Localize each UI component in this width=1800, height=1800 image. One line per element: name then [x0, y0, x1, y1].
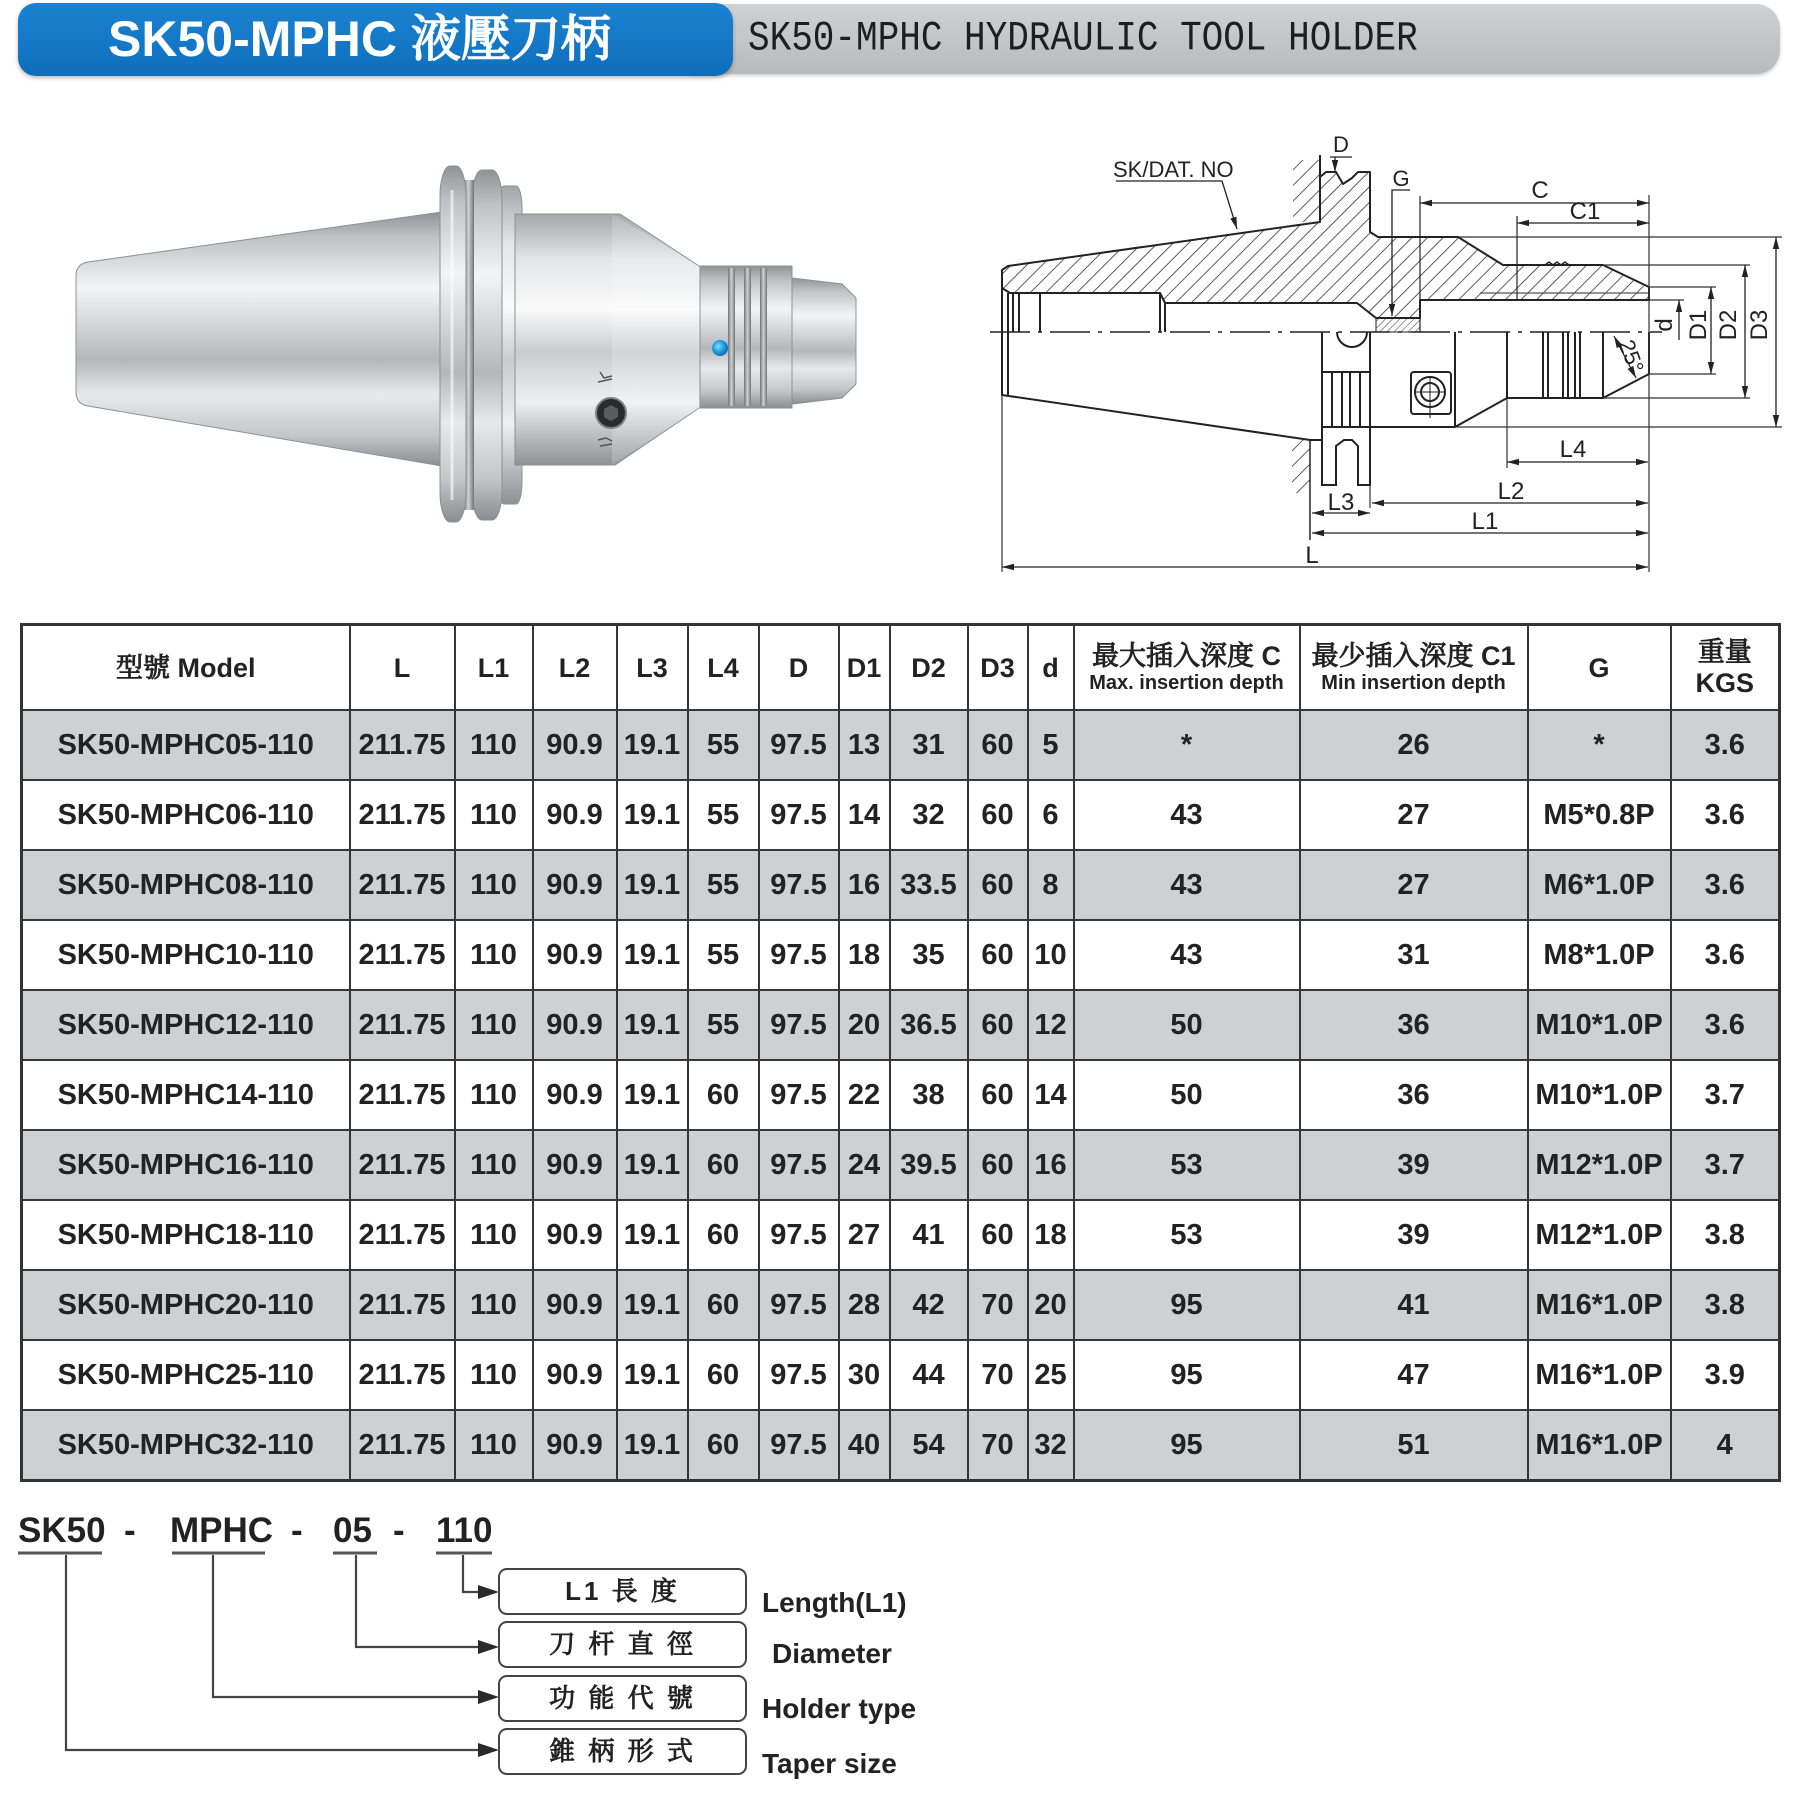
code-part-type: MPHC	[170, 1511, 274, 1550]
code-separator: -	[393, 1511, 405, 1550]
cell-weight: 3.6	[1671, 710, 1780, 780]
cell-g: M16*1.0P	[1528, 1410, 1671, 1481]
cell-d2: 31	[890, 710, 968, 780]
label-sk-dat-no: SK/DAT. NO	[1113, 157, 1234, 182]
cell-g: M12*1.0P	[1528, 1200, 1671, 1270]
col-header-weight	[1671, 625, 1780, 711]
cell-d: 32	[1028, 1410, 1074, 1481]
cell-weight: 3.6	[1671, 920, 1780, 990]
connector-diameter	[356, 1555, 484, 1647]
taper-shank	[76, 212, 442, 466]
cell-l4: 60	[688, 1270, 759, 1340]
header-label: D2	[911, 652, 946, 683]
cell-weight: 3.9	[1671, 1340, 1780, 1410]
cell-l4: 55	[688, 780, 759, 850]
cell-d: 5	[1028, 710, 1074, 780]
cell-c: 95	[1074, 1270, 1300, 1340]
cell-l1: 110	[455, 1410, 533, 1481]
cell-l3: 19.1	[617, 850, 688, 920]
cell-c: 43	[1074, 850, 1300, 920]
cell-d3: 60	[968, 1130, 1028, 1200]
table-row	[22, 1060, 1780, 1130]
code-separator: -	[124, 1511, 136, 1550]
col-header-l	[350, 625, 455, 711]
cell-l2: 90.9	[533, 850, 617, 920]
legend-label-diameter: Diameter	[772, 1638, 892, 1669]
label-l3: L3	[1327, 489, 1355, 516]
header-label: L2	[558, 652, 591, 683]
cell-d: 8	[1028, 850, 1074, 920]
col-header-d1	[839, 625, 890, 711]
cell-l4: 60	[688, 1410, 759, 1481]
code-part-taper: SK50	[18, 1511, 106, 1550]
table-row	[22, 1200, 1780, 1270]
arrow-head-icons	[478, 1585, 499, 1757]
cell-l2: 90.9	[533, 990, 617, 1060]
cell-d-outer: 97.5	[759, 780, 839, 850]
cell-g: M16*1.0P	[1528, 1340, 1671, 1410]
cell-d1: 20	[839, 990, 890, 1060]
cell-g: M10*1.0P	[1528, 1060, 1671, 1130]
cell-g: M5*0.8P	[1528, 780, 1671, 850]
page-title: SK50-MPHC 液壓刀柄	[108, 11, 611, 67]
cell-l4: 55	[688, 850, 759, 920]
cell-l1: 110	[455, 1130, 533, 1200]
taper-outline-lower	[1002, 288, 1322, 440]
connector-taper	[66, 1555, 484, 1750]
cell-l1: 110	[455, 850, 533, 920]
stop-screw-section	[1376, 318, 1420, 332]
cell-d3: 60	[968, 920, 1028, 990]
cell-d1: 22	[839, 1060, 890, 1130]
cell-g: M12*1.0P	[1528, 1130, 1671, 1200]
cell-weight: 3.8	[1671, 1200, 1780, 1270]
cell-d: 20	[1028, 1270, 1074, 1340]
cell-weight: 3.7	[1671, 1130, 1780, 1200]
cell-d1: 18	[839, 920, 890, 990]
cell-d: 14	[1028, 1060, 1074, 1130]
legend-label-length: Length(L1)	[762, 1587, 907, 1618]
cell-l4: 55	[688, 710, 759, 780]
header-label: L	[393, 652, 411, 683]
cell-model: SK50-MPHC10-110	[22, 920, 350, 990]
cell-d1: 28	[839, 1270, 890, 1340]
section-upper-half	[1002, 172, 1649, 318]
cell-l1: 110	[455, 710, 533, 780]
cell-c: 95	[1074, 1340, 1300, 1410]
cell-weight: 4	[1671, 1410, 1780, 1481]
cell-l3: 19.1	[617, 780, 688, 850]
cell-l: 211.75	[350, 1130, 455, 1200]
cell-l3: 19.1	[617, 1340, 688, 1410]
cell-model: SK50-MPHC06-110	[22, 780, 350, 850]
cell-weight: 3.8	[1671, 1270, 1780, 1340]
cell-l4: 60	[688, 1200, 759, 1270]
header-sublabel: Min insertion depth	[1321, 671, 1506, 694]
cell-l3: 19.1	[617, 990, 688, 1060]
cell-d3: 70	[968, 1340, 1028, 1410]
cell-l1: 110	[455, 1270, 533, 1340]
cell-d3: 60	[968, 1060, 1028, 1130]
cell-g: M6*1.0P	[1528, 850, 1671, 920]
cell-g: *	[1528, 710, 1671, 780]
technical-drawing	[990, 120, 1800, 590]
col-header-d2	[890, 625, 968, 711]
cell-d3: 60	[968, 780, 1028, 850]
col-header-l1	[455, 625, 533, 711]
cell-d2: 32	[890, 780, 968, 850]
cell-l1: 110	[455, 1200, 533, 1270]
cell-model: SK50-MPHC12-110	[22, 990, 350, 1060]
cell-c: 53	[1074, 1200, 1300, 1270]
cell-d-outer: 97.5	[759, 850, 839, 920]
legend-box-taper-size: 錐 柄 形 式	[498, 1728, 747, 1775]
cell-d1: 40	[839, 1410, 890, 1481]
label-l1: L1	[1471, 508, 1499, 535]
cell-c: *	[1074, 710, 1300, 780]
spindle-face-hatch	[1293, 160, 1320, 222]
cell-model: SK50-MPHC18-110	[22, 1200, 350, 1270]
label-d: d	[1651, 318, 1678, 332]
cell-l2: 90.9	[533, 710, 617, 780]
connector-type	[213, 1555, 484, 1697]
cell-weight: 3.6	[1671, 850, 1780, 920]
cell-c: 43	[1074, 780, 1300, 850]
cell-l1: 110	[455, 1060, 533, 1130]
label-d-flange: D	[1333, 132, 1349, 157]
legend-box-holder-type: 功 能 代 號	[498, 1675, 747, 1722]
cell-l4: 55	[688, 920, 759, 990]
header-label: L3	[636, 652, 668, 683]
cell-d-outer: 97.5	[759, 1060, 839, 1130]
cell-l1: 110	[455, 1340, 533, 1410]
cell-d1: 16	[839, 850, 890, 920]
cell-d: 12	[1028, 990, 1074, 1060]
cell-model: SK50-MPHC20-110	[22, 1270, 350, 1340]
cell-l1: 110	[455, 780, 533, 850]
cell-l2: 90.9	[533, 1200, 617, 1270]
cell-d2: 33.5	[890, 850, 968, 920]
label-c: C	[1531, 177, 1549, 204]
leader-sk-dat	[1116, 181, 1237, 229]
cell-d1: 13	[839, 710, 890, 780]
cell-weight: 3.7	[1671, 1060, 1780, 1130]
cell-l: 211.75	[350, 1200, 455, 1270]
page-subtitle: SK50-MPHC HYDRAULIC TOOL HOLDER	[748, 14, 1418, 63]
col-header-d	[1028, 625, 1074, 711]
table-row	[22, 920, 1780, 990]
col-header-l3	[617, 625, 688, 711]
label-g: G	[1392, 166, 1410, 191]
legend-connectors	[0, 1545, 520, 1785]
cell-l3: 19.1	[617, 1130, 688, 1200]
collar-groove	[744, 268, 751, 406]
cell-d3: 70	[968, 1270, 1028, 1340]
cell-c1: 39	[1300, 1200, 1528, 1270]
product-photo	[0, 140, 900, 540]
flange	[440, 166, 522, 522]
cell-c: 50	[1074, 990, 1300, 1060]
cell-c1: 27	[1300, 780, 1528, 850]
cell-d: 25	[1028, 1340, 1074, 1410]
table-row	[22, 1130, 1780, 1200]
cell-model: SK50-MPHC14-110	[22, 1060, 350, 1130]
header-label: d	[1042, 652, 1059, 683]
cell-d1: 14	[839, 780, 890, 850]
coolant-dot-icon	[712, 340, 728, 356]
cell-l: 211.75	[350, 710, 455, 780]
label-c1: C1	[1569, 198, 1601, 225]
cell-d1: 30	[839, 1340, 890, 1410]
spec-table-body	[22, 710, 1780, 1481]
table-row	[22, 710, 1780, 780]
label-d2: D2	[1715, 309, 1742, 341]
spindle-face-hatch	[1292, 440, 1310, 493]
cell-c1: 39	[1300, 1130, 1528, 1200]
cell-model: SK50-MPHC25-110	[22, 1340, 350, 1410]
cell-l: 211.75	[350, 1340, 455, 1410]
collar-groove	[760, 268, 767, 406]
cell-model: SK50-MPHC16-110	[22, 1130, 350, 1200]
cell-d2: 39.5	[890, 1130, 968, 1200]
cell-model: SK50-MPHC32-110	[22, 1410, 350, 1481]
cell-l2: 90.9	[533, 1410, 617, 1481]
cell-c: 43	[1074, 920, 1300, 990]
cell-l2: 90.9	[533, 1130, 617, 1200]
cell-c1: 36	[1300, 990, 1528, 1060]
header-label: 最少插入深度 C1	[1311, 640, 1516, 671]
clamp-screw-icon	[1411, 372, 1451, 418]
cell-d3: 70	[968, 1410, 1028, 1481]
cell-l2: 90.9	[533, 780, 617, 850]
table-row	[22, 1410, 1780, 1481]
header-sublabel: Max. insertion depth	[1089, 671, 1284, 694]
cell-d1: 27	[839, 1200, 890, 1270]
col-header-d3	[968, 625, 1028, 711]
cell-weight: 3.6	[1671, 780, 1780, 850]
cell-l: 211.75	[350, 990, 455, 1060]
cell-l: 211.75	[350, 920, 455, 990]
col-header-l4	[688, 625, 759, 711]
cell-d2: 35	[890, 920, 968, 990]
cell-g: M10*1.0P	[1528, 990, 1671, 1060]
cell-l3: 19.1	[617, 1410, 688, 1481]
clamp-collar	[700, 266, 792, 408]
cell-l: 211.75	[350, 1060, 455, 1130]
cell-l3: 19.1	[617, 920, 688, 990]
cell-d2: 44	[890, 1340, 968, 1410]
cell-l4: 60	[688, 1340, 759, 1410]
leader-d	[1330, 157, 1352, 172]
table-row	[22, 1340, 1780, 1410]
body-facet	[612, 214, 702, 465]
header-sublabel: KGS	[1695, 667, 1754, 698]
code-part-length: 110	[436, 1511, 493, 1550]
cell-l2: 90.9	[533, 920, 617, 990]
cell-d2: 38	[890, 1060, 968, 1130]
flange-disc-back	[472, 170, 502, 520]
cell-c1: 27	[1300, 850, 1528, 920]
cell-d3: 60	[968, 1200, 1028, 1270]
cell-c1: 47	[1300, 1340, 1528, 1410]
cell-c: 95	[1074, 1410, 1300, 1481]
col-header-d-outer	[759, 625, 839, 711]
header-label: D	[788, 652, 809, 683]
cell-l: 211.75	[350, 1270, 455, 1340]
cell-l4: 60	[688, 1060, 759, 1130]
legend-box-diameter: 刀 杆 直 徑	[498, 1621, 747, 1668]
cell-l1: 110	[455, 920, 533, 990]
cell-d-outer: 97.5	[759, 1340, 839, 1410]
cell-d-outer: 97.5	[759, 990, 839, 1060]
spec-table	[20, 623, 1781, 1482]
cell-g: M16*1.0P	[1528, 1270, 1671, 1340]
cell-l3: 19.1	[617, 1270, 688, 1340]
spec-table-header	[22, 625, 1780, 711]
table-row	[22, 780, 1780, 850]
hex-socket-icon	[596, 398, 626, 428]
header-label: D1	[846, 652, 882, 683]
header-label: D3	[980, 652, 1015, 683]
cell-d1: 24	[839, 1130, 890, 1200]
cell-l1: 110	[455, 990, 533, 1060]
cell-l: 211.75	[350, 850, 455, 920]
header-label: 最大插入深度 C	[1092, 640, 1281, 671]
table-row	[22, 1270, 1780, 1340]
cell-c1: 31	[1300, 920, 1528, 990]
cell-d2: 41	[890, 1200, 968, 1270]
flange-lower	[1322, 332, 1370, 485]
col-header-max-insertion-depth	[1074, 625, 1300, 711]
cell-d-outer: 97.5	[759, 1270, 839, 1340]
cell-d2: 36.5	[890, 990, 968, 1060]
cell-l3: 19.1	[617, 1200, 688, 1270]
cell-d: 16	[1028, 1130, 1074, 1200]
table-row	[22, 850, 1780, 920]
legend-box-length: L1 長 度	[498, 1568, 747, 1615]
cell-l: 211.75	[350, 1410, 455, 1481]
holder-nose	[792, 278, 856, 404]
cell-c1: 41	[1300, 1270, 1528, 1340]
cell-l3: 19.1	[617, 710, 688, 780]
legend-label-taper-size: Taper size	[762, 1748, 897, 1779]
label-d1: D1	[1685, 309, 1712, 341]
label-l: L	[1305, 542, 1319, 569]
label-angle: 25°	[1614, 336, 1649, 377]
code-separator: -	[291, 1511, 303, 1550]
label-d3: D3	[1746, 309, 1773, 341]
cell-d-outer: 97.5	[759, 1200, 839, 1270]
cell-l4: 60	[688, 1130, 759, 1200]
cell-g: M8*1.0P	[1528, 920, 1671, 990]
cell-d: 6	[1028, 780, 1074, 850]
cell-d3: 60	[968, 710, 1028, 780]
connector-lines	[66, 1555, 484, 1750]
cell-d2: 42	[890, 1270, 968, 1340]
cell-l2: 90.9	[533, 1340, 617, 1410]
label-l4: L4	[1559, 436, 1587, 463]
cell-l: 211.75	[350, 780, 455, 850]
cell-d3: 60	[968, 990, 1028, 1060]
cell-model: SK50-MPHC05-110	[22, 710, 350, 780]
cell-weight: 3.6	[1671, 990, 1780, 1060]
cell-c1: 26	[1300, 710, 1528, 780]
cell-d: 10	[1028, 920, 1074, 990]
header-label: 型號 Model	[116, 652, 256, 683]
cell-d-outer: 97.5	[759, 1410, 839, 1481]
cell-c1: 36	[1300, 1060, 1528, 1130]
cell-l4: 55	[688, 990, 759, 1060]
header-label: L1	[477, 652, 510, 683]
cell-d3: 60	[968, 850, 1028, 920]
col-header-model	[22, 625, 350, 711]
code-part-diameter: 05	[333, 1511, 372, 1550]
dimension-lines	[1002, 157, 1776, 567]
cell-d-outer: 97.5	[759, 1130, 839, 1200]
cell-d-outer: 97.5	[759, 920, 839, 990]
col-header-g	[1528, 625, 1671, 711]
cell-d-outer: 97.5	[759, 710, 839, 780]
header-label: L4	[707, 652, 739, 683]
col-header-l2	[533, 625, 617, 711]
cell-model: SK50-MPHC08-110	[22, 850, 350, 920]
header-label: G	[1588, 652, 1610, 683]
cell-l2: 90.9	[533, 1270, 617, 1340]
header-label: 重量	[1697, 636, 1752, 667]
col-header-min-insertion-depth	[1300, 625, 1528, 711]
cell-c1: 51	[1300, 1410, 1528, 1481]
cell-l3: 19.1	[617, 1060, 688, 1130]
table-row	[22, 990, 1780, 1060]
cell-c: 53	[1074, 1130, 1300, 1200]
label-l2: L2	[1497, 478, 1525, 505]
cell-l2: 90.9	[533, 1060, 617, 1130]
header-row	[22, 625, 1780, 711]
cell-c: 50	[1074, 1060, 1300, 1130]
cell-d2: 54	[890, 1410, 968, 1481]
cell-d: 18	[1028, 1200, 1074, 1270]
collar-groove	[728, 268, 735, 406]
legend-label-holder-type: Holder type	[762, 1693, 917, 1724]
